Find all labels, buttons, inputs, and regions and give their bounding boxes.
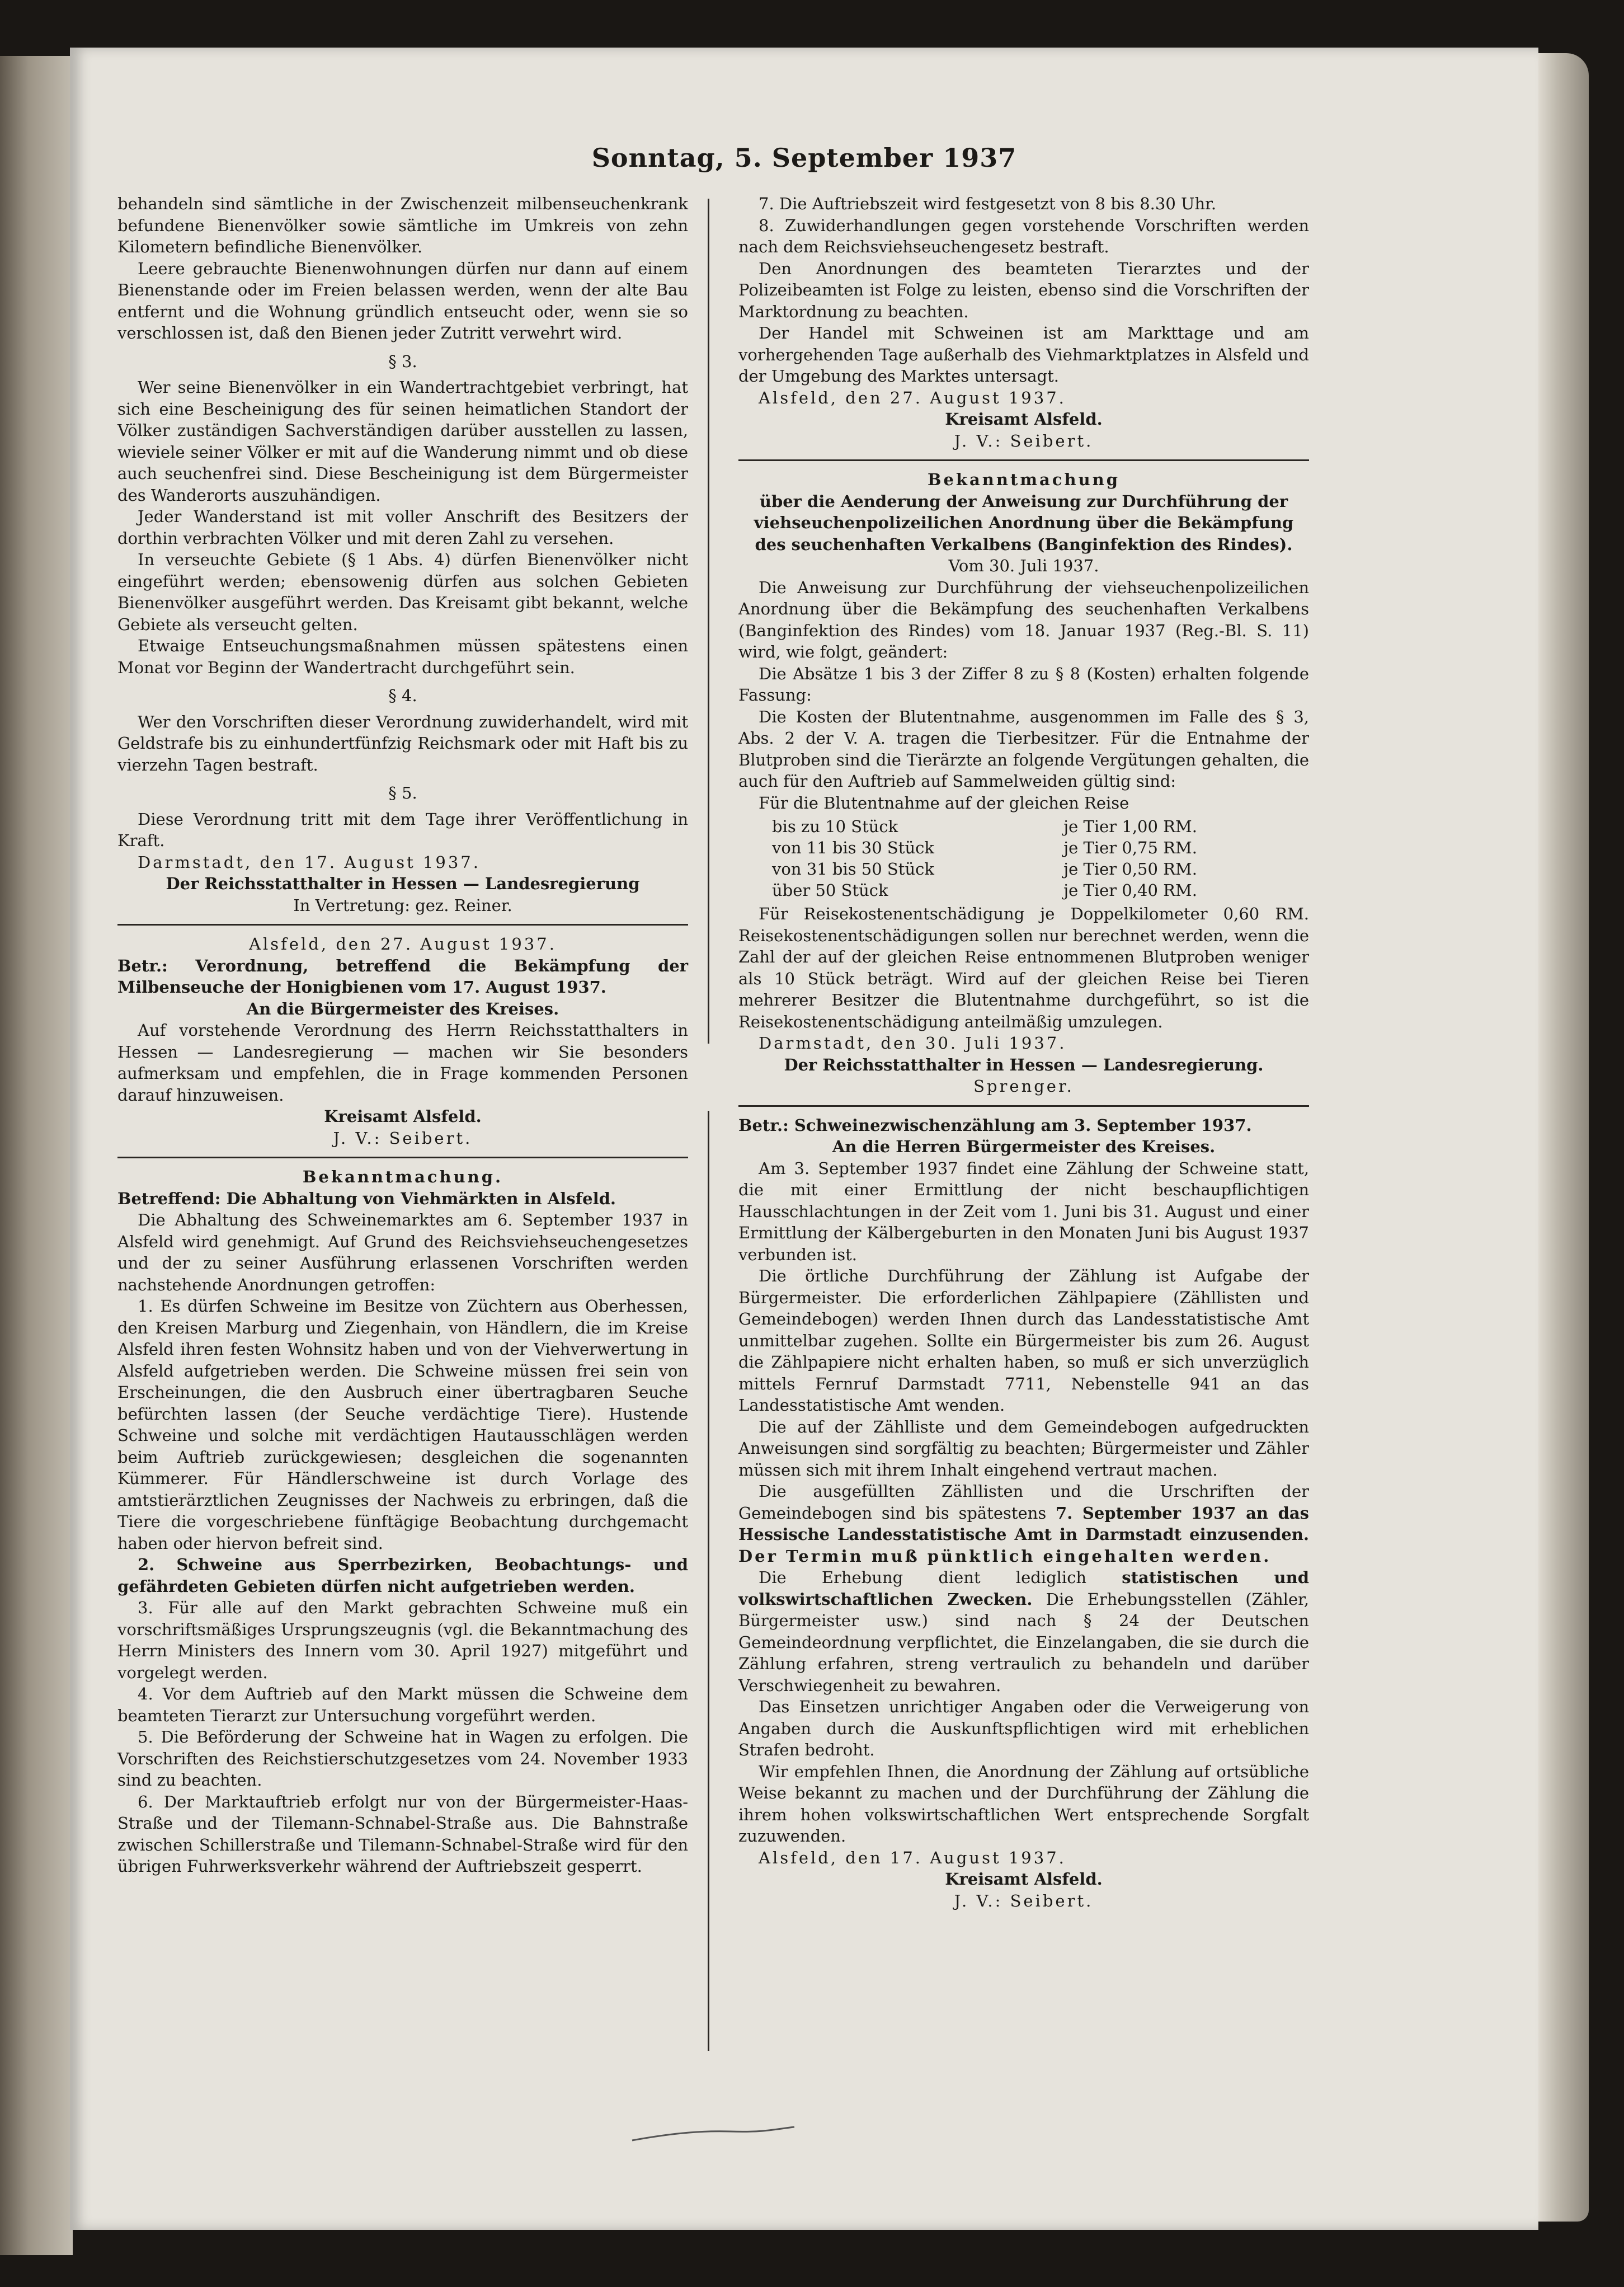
table-row — [772, 837, 1274, 858]
paragraph: Die auf der Zählliste und dem Gemeindebogen aufgedruckten Anweisungen sind sorgfältig zu beachten; Bürgermeister und Zähler müssen sich mit ihrem Inhalt eingehend vertraut machen. — [738, 1417, 1309, 1480]
list-item: 8. Zuwiderhandlungen gegen vorstehende Vorschriften werden nach dem Reichsviehseuchengesetz bestraft. — [738, 215, 1309, 256]
rates-table — [772, 816, 1274, 901]
pencil-mark-icon — [629, 2124, 797, 2146]
signature: J. V.: Seibert. — [954, 431, 1094, 450]
paragraph: In verseuchte Gebiete (§ 1 Abs. 4) dürfen Bienenvölker nicht eingeführt werden; ebensowenig dürfen aus solchen Gebieten Bienenvölker ausgeführt werden. Das Kreisamt gibt bekannt, welche Gebiete als verseucht gelten. — [117, 550, 688, 634]
separator-rule — [117, 1157, 688, 1158]
text-run-bold: 7. September 1937 an das Hessische Landesstatistische Amt in Darmstadt einzusenden. — [738, 1503, 1309, 1544]
section-heading: § 3. — [388, 351, 417, 371]
dateline: Alsfeld, den 17. August 1937. — [759, 1848, 1066, 1867]
left-column — [117, 193, 688, 1877]
list-item: 6. Der Marktauftrieb erfolgt nur von der Bürgermeister-Haas-Straße und der Tilemann-Schnabel-Straße aus. Die Bahnstraße zwischen Schillerstraße und Tilemann-Schnabel-Straße wird für den übrigen Fuhrwerksverkehr während der Auftriebszeit gesperrt. — [117, 1792, 688, 1876]
dateline: Darmstadt, den 30. Juli 1937. — [759, 1034, 1067, 1053]
section-heading: § 4. — [388, 686, 417, 705]
signature-authority: Kreisamt Alsfeld. — [324, 1107, 482, 1126]
paragraph: Am 3. September 1937 findet eine Zählung der Schweine statt, die mit einer Ermittlung der nicht beschaupflichtigen Hausschlachtungen in der Zeit vom 1. Juni bis 31. August und einer Ermittlung der Kälbergeburten in den Monaten Juni bis August 1937 verbunden ist. — [738, 1158, 1309, 1264]
signature-authority: Der Reichsstatthalter in Hessen — Landesregierung. — [784, 1055, 1264, 1074]
separator-rule — [738, 1105, 1309, 1107]
paragraph: Die Abhaltung des Schweinemarktes am 6. September 1937 in Alsfeld wird genehmigt. Auf Grund des Reichsviehseuchengesetzes und der zu seiner Ausführung erlassenen Vorschriften werden nachstehende Anordnungen getroffen: — [117, 1210, 688, 1294]
rate-range: von 11 bis 30 Stück — [772, 838, 934, 857]
signature: Sprenger. — [973, 1077, 1074, 1096]
signature-authority: Kreisamt Alsfeld. — [945, 1870, 1103, 1889]
paragraph: Wir empfehlen Ihnen, die Anordnung der Zählung auf ortsübliche Weise bekannt zu machen und der Durchführung der Zählung die ihrem hohen volkswirtschaftlichen Wert entsprechende Sorgfalt zuzuwenden. — [738, 1762, 1309, 1845]
rate-fee: je Tier 0,50 RM. — [1063, 860, 1197, 879]
column-divider-lower — [708, 1111, 709, 2051]
dateline: Darmstadt, den 17. August 1937. — [138, 852, 481, 872]
paragraph: Die Absätze 1 bis 3 der Ziffer 8 zu § 8 (Kosten) erhalten folgende Fassung: — [738, 664, 1309, 705]
notice-title: Bekanntmachung — [927, 470, 1121, 489]
addressee: An die Bürgermeister des Kreises. — [246, 999, 559, 1018]
section-heading: § 5. — [388, 783, 417, 802]
paragraph: Die Anweisung zur Durchführung der viehseuchenpolizeilichen Anordnung über die Bekämpfung des seuchenhaften Verkalbens (Banginfektion des Rindes) vom 18. Januar 1937 (Reg.-Bl. S. 11) wird, wie folgt, geändert: — [738, 577, 1309, 661]
rate-fee: je Tier 0,75 RM. — [1063, 838, 1197, 857]
subject-line: Betr.: Schweinezwischenzählung am 3. September 1937. — [738, 1115, 1252, 1135]
subject-line: Betr.: Verordnung, betreffend die Bekämpfung der Milbenseuche der Honigbienen vom 17. August 1937. — [117, 956, 688, 997]
paragraph: Wer den Vorschriften dieser Verordnung zuwiderhandelt, wird mit Geldstrafe bis zu einhundertfünfzig Reichsmark oder mit Haft bis zu vierzehn Tagen bestraft. — [117, 712, 688, 774]
rates-heading: Für die Blutentnahme auf der gleichen Reise — [759, 793, 1129, 813]
list-item: 3. Für alle auf den Markt gebrachten Schweine muß ein vorschriftsmäßiges Ursprungszeugnis (vgl. die Bekanntmachung des Herrn Ministers des Innern vom 30. April 1927) mitgeführt und vorgelegt werden. — [117, 1598, 688, 1682]
signature: J. V.: Seibert. — [954, 1891, 1094, 1910]
paragraph: Das Einsetzen unrichtiger Angaben oder die Verweigerung von Angaben durch die Auskunftspflichtigen wird mit erheblichen Strafen bedroht. — [738, 1697, 1309, 1759]
list-item: 2. Schweine aus Sperrbezirken, Beobachtungs- und gefährdeten Gebieten dürfen nicht aufgetrieben werden. — [117, 1555, 688, 1596]
subject-line: Betreffend: Die Abhaltung von Viehmärkten in Alsfeld. — [117, 1189, 616, 1208]
paragraph: Für Reisekostenentschädigung je Doppelkilometer 0,60 RM. Reisekostenentschädigungen sollen nur berechnet werden, wenn die Zahl der auf der gleichen Reise entnommenen Blutproben weniger als 10 Stück beträgt. Wird auf der gleichen Reise bei Tieren mehrerer Besitzer die Blutentnahme durchgeführt, so ist die Reisekostenentschädigung anteilmäßig umzulegen. — [738, 904, 1309, 1031]
newspaper-page — [70, 48, 1538, 2230]
list-item: 1. Es dürfen Schweine im Besitze von Züchtern aus Oberhessen, den Kreisen Marburg und Ziegenhain, von Händlern, die im Kreise Alsfeld ihren festen Wohnsitz haben und von der Viehverwertung in Alsfeld aufgetrieben werden. Die Schweine müssen frei sein von Erscheinungen, die den Ausbruch einer übertragbaren Seuche befürchten lassen (der Seuche verdächtige Tiere). Hustende Schweine und solche mit verdächtigen Hautausschlägen werden beim Auftrieb zurückgewiesen; desgleichen die sogenannten Kümmerer. Für Händlerschweine ist durch Vorlage des amtstierärztlichen Zeugnisses der Nachweis zu erbringen, daß die Tiere die vorgeschriebene fünftägige Beobachtung durchgemacht haben oder hiervon befreit sind. — [117, 1297, 688, 1553]
list-item: 7. Die Auftriebszeit wird festgesetzt von 8 bis 8.30 Uhr. — [759, 194, 1217, 213]
paragraph: Der Handel mit Schweinen ist am Markttage und am vorhergehenden Tage außerhalb des Viehmarktplatzes in Alsfeld und der Umgebung des Marktes untersagt. — [738, 323, 1309, 386]
paragraph: Die örtliche Durchführung der Zählung ist Aufgabe der Bürgermeister. Die erforderlichen Zählpapiere (Zähllisten und Gemeindebogen) werden Ihnen durch das Landesstatistische Amt unmittelbar zugehen. Sollte ein Bürgermeister bis zum 26. August die Zählpapiere nicht erhalten haben, so muß er sich unverzüglich mittels Fernruf Darmstadt 7711, Nebenstelle 941 an das Landesstatistische Amt wenden. — [738, 1266, 1309, 1415]
column-divider — [708, 199, 709, 1044]
addressee: An die Herren Bürgermeister des Kreises. — [832, 1137, 1216, 1156]
paragraph: Etwaige Entseuchungsmaßnahmen müssen spätestens einen Monat vor Beginn der Wandertracht durchgeführt sein. — [117, 636, 688, 677]
rate-range: bis zu 10 Stück — [772, 817, 898, 836]
paragraph: Auf vorstehende Verordnung des Herrn Reichsstatthalters in Hessen — Landesregierung — machen wir Sie besonders aufmerksam und empfehlen, die in Frage kommenden Personen darauf hinzuweisen. — [117, 1021, 688, 1105]
text-run-bold: statistischen und volkswirtschaftlichen Zwecken. — [738, 1568, 1310, 1609]
text-run: Die Erhebungsstellen (Zähler, Bürgermeister usw.) sind nach § 24 der Deutschen Gemeindeordnung verpflichtet, die Einzelangaben, die sie durch die Zählung erfahren, streng vertraulich zu behandeln und darüber Verschwiegenheit zu bewahren. — [738, 1589, 1309, 1695]
notice-date: Vom 30. Juli 1937. — [948, 556, 1099, 575]
separator-rule — [738, 459, 1309, 461]
text-run: Die Erhebung dient lediglich — [759, 1568, 1122, 1587]
rate-fee: je Tier 1,00 RM. — [1063, 817, 1197, 836]
rate-range: über 50 Stück — [772, 881, 888, 900]
notice-title: Bekanntmachung. — [302, 1167, 503, 1186]
right-column — [738, 193, 1309, 1912]
dateline: Alsfeld, den 27. August 1937. — [249, 934, 557, 954]
table-row — [772, 880, 1274, 901]
text-run-emphasis: Der Termin muß pünktlich eingehalten werden. — [738, 1546, 1272, 1566]
paragraph: behandeln sind sämtliche in der Zwischenzeit milbenseuchenkrank befundene Bienenvölker sowie sämtliche im Umkreis von zehn Kilometern befindliche Bienenvölker. — [117, 194, 688, 256]
paragraph: Diese Verordnung tritt mit dem Tage ihrer Veröffentlichung in Kraft. — [117, 809, 688, 850]
signature-authority: Der Reichsstatthalter in Hessen — Landesregierung — [166, 874, 640, 893]
signature: In Vertretung: gez. Reiner. — [293, 895, 512, 915]
dateline: Alsfeld, den 27. August 1937. — [759, 388, 1066, 407]
paragraph: Den Anordnungen des beamteten Tierarztes und der Polizeibeamten ist Folge zu leisten, ebenso sind die Vorschriften der Marktordnung zu beachten. — [738, 259, 1309, 321]
previous-page-edge — [0, 56, 73, 2255]
separator-rule — [117, 924, 688, 926]
list-item: 4. Vor dem Auftrieb auf den Markt müssen die Schweine dem beamteten Tierarzt zur Untersuchung vorgeführt werden. — [117, 1684, 688, 1725]
paragraph: Leere gebrauchte Bienenwohnungen dürfen nur dann auf einem Bienenstande oder im Freien belassen werden, wenn der alte Bau entfernt und die Wohnung gründlich entseucht oder, wenn sie so verschlossen ist, daß den Bienen jeder Zutritt verwehrt wird. — [117, 259, 688, 342]
rate-fee: je Tier 0,40 RM. — [1063, 881, 1197, 900]
page-header: Sonntag, 5. September 1937 — [591, 143, 1017, 173]
paragraph: Jeder Wanderstand ist mit voller Anschrift des Besitzers der dorthin verbrachten Völker und mit deren Zahl zu versehen. — [117, 507, 688, 548]
paragraph — [738, 1481, 1309, 1567]
text-run: Die ausgefüllten Zähllisten und die Urschriften der Gemeindebogen sind bis spätestens — [738, 1482, 1309, 1523]
list-item: 5. Die Beförderung der Schweine hat in Wagen zu erfolgen. Die Vorschriften des Reichstierschutzgesetzes vom 24. November 1933 sind zu beachten. — [117, 1727, 688, 1790]
notice-subtitle: über die Aenderung der Anweisung zur Durchführung der viehseuchenpolizeilichen Anordnung über die Bekämpfung des seuchenhaften Verkalbens (Banginfektion des Rindes). — [754, 491, 1294, 554]
rate-range: von 31 bis 50 Stück — [772, 860, 934, 879]
paragraph: Die Kosten der Blutentnahme, ausgenommen im Falle des § 3, Abs. 2 der V. A. tragen die Tierbesitzer. Für die Entnahme der Blutproben sind die Tierärzte an folgende Vergütungen gehalten, die auch für den Auftrieb auf Sammelweiden gültig sind: — [738, 707, 1309, 791]
signature-authority: Kreisamt Alsfeld. — [945, 410, 1103, 429]
table-row — [772, 858, 1274, 880]
paragraph — [738, 1567, 1309, 1696]
signature: J. V.: Seibert. — [333, 1128, 473, 1148]
paragraph: Wer seine Bienenvölker in ein Wandertrachtgebiet verbringt, hat sich eine Bescheinigung des für seinen heimatlichen Standort der Völker zuständigen Sachverständigen darüber ausstellen zu lassen, wieviele seiner Völker er mit auf die Wanderung nimmt und ob diese auch seuchenfrei sind. Diese Bescheinigung ist dem Bürgermeister des Wanderorts auszuhändigen. — [117, 378, 688, 505]
table-row — [772, 816, 1274, 837]
